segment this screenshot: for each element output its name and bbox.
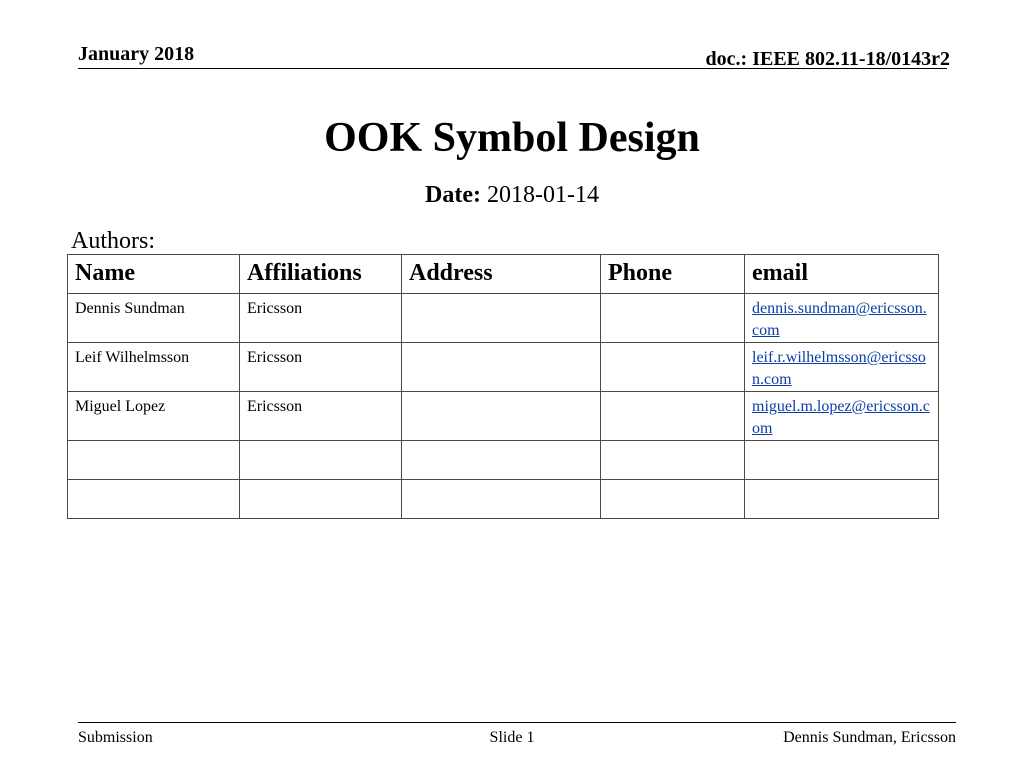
column-header-address: Address bbox=[402, 255, 601, 294]
footer-submission: Submission bbox=[78, 729, 153, 746]
author-affiliation bbox=[240, 441, 402, 480]
slide-title: OOK Symbol Design bbox=[324, 115, 700, 161]
author-phone bbox=[601, 480, 745, 519]
author-address bbox=[402, 480, 601, 519]
author-email-link[interactable]: miguel.m.lopez@ericsson.com bbox=[752, 398, 930, 437]
table-row bbox=[68, 294, 939, 343]
author-phone bbox=[601, 441, 745, 480]
footer-divider bbox=[78, 722, 956, 723]
footer-slide-number: Slide 1 bbox=[489, 729, 535, 746]
footer-author: Dennis Sundman, Ericsson bbox=[783, 729, 956, 746]
table-row bbox=[68, 480, 939, 519]
author-affiliation: Ericsson bbox=[240, 294, 402, 343]
authors-label: Authors: bbox=[71, 228, 155, 254]
author-email-cell bbox=[745, 294, 939, 343]
author-name bbox=[68, 480, 240, 519]
author-name: Dennis Sundman bbox=[68, 294, 240, 343]
table-row bbox=[68, 392, 939, 441]
author-email-link[interactable]: dennis.sundman@ericsson.com bbox=[752, 300, 927, 339]
column-header-name: Name bbox=[68, 255, 240, 294]
table-row bbox=[68, 441, 939, 480]
author-affiliation: Ericsson bbox=[240, 392, 402, 441]
table-row bbox=[68, 343, 939, 392]
author-phone bbox=[601, 294, 745, 343]
column-header-affiliations: Affiliations bbox=[240, 255, 402, 294]
authors-table bbox=[67, 254, 939, 519]
author-email-cell bbox=[745, 392, 939, 441]
author-phone bbox=[601, 392, 745, 441]
table-header-row bbox=[68, 255, 939, 294]
author-phone bbox=[601, 343, 745, 392]
header-doc-id: doc.: IEEE 802.11-18/0143r2 bbox=[705, 48, 950, 70]
date-value: 2018-01-14 bbox=[486, 182, 599, 208]
author-address bbox=[402, 392, 601, 441]
author-email-cell bbox=[745, 441, 939, 480]
author-name: Leif Wilhelmsson bbox=[68, 343, 240, 392]
author-address bbox=[402, 441, 601, 480]
author-address bbox=[402, 294, 601, 343]
author-email-cell bbox=[745, 343, 939, 392]
date-line bbox=[0, 180, 1024, 210]
author-affiliation bbox=[240, 480, 402, 519]
author-affiliation: Ericsson bbox=[240, 343, 402, 392]
author-name bbox=[68, 441, 240, 480]
author-email-link[interactable]: leif.r.wilhelmsson@ericsson.com bbox=[752, 349, 926, 388]
header-divider bbox=[78, 68, 947, 69]
author-name: Miguel Lopez bbox=[68, 392, 240, 441]
column-header-email: email bbox=[745, 255, 939, 294]
author-email-cell bbox=[745, 480, 939, 519]
header-date: January 2018 bbox=[78, 43, 195, 65]
column-header-phone: Phone bbox=[601, 255, 745, 294]
date-label: Date: bbox=[425, 182, 481, 208]
author-address bbox=[402, 343, 601, 392]
